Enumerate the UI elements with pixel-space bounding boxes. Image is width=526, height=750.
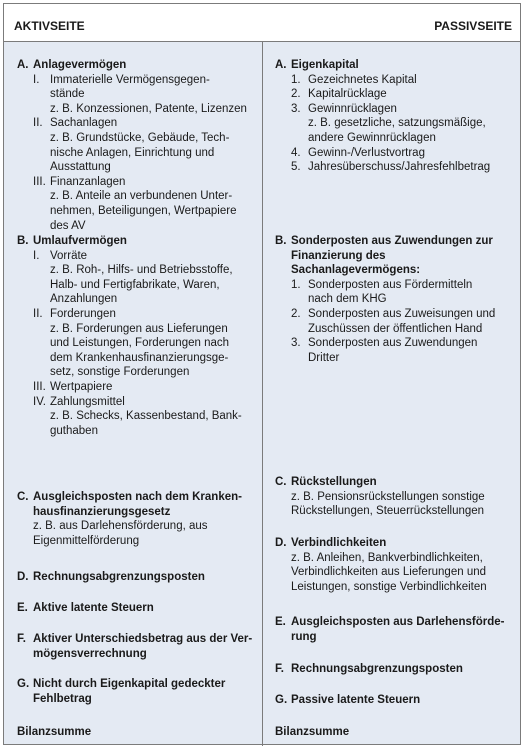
section-title: Sonderposten aus Zuwendungen zur Finanzierung des Sachanlagevermögens: bbox=[291, 235, 493, 277]
section-title: Anlagevermögen bbox=[33, 59, 127, 71]
aktiv-section-c bbox=[17, 490, 259, 548]
section-letter: D. bbox=[17, 571, 29, 583]
section-letter: G. bbox=[275, 694, 288, 706]
section-letter: B. bbox=[17, 235, 29, 247]
aktiv-section-b bbox=[17, 234, 259, 438]
aktiv-section-a bbox=[17, 58, 259, 233]
item-number: I. bbox=[33, 249, 40, 262]
item-number: 4. bbox=[291, 146, 301, 159]
item-number: 2. bbox=[291, 307, 301, 320]
section-example: z. B. Pensionsrückstellungen sonstige Rückstellungen, Steuerrückstellungen bbox=[291, 490, 485, 518]
section-title: Nicht durch Eigenkapital gedeckter Fehlbetrag bbox=[33, 678, 226, 705]
item-text: Jahresüberschuss/Jahresfehlbetrag bbox=[308, 161, 491, 174]
item-example: z. B. Schecks, Kassenbestand, Bank- guthaben bbox=[50, 410, 242, 437]
header-passivseite: PASSIVSEITE bbox=[434, 19, 512, 33]
item-text: Gewinnrücklagen z. B. gesetzliche, satzungsmäßige, andere Gewinnrücklagen bbox=[308, 102, 486, 144]
aktiv-section-g bbox=[17, 677, 259, 706]
header-aktivseite: AKTIVSEITE bbox=[14, 19, 85, 33]
item-text: Immaterielle Vermögensgegen- stände bbox=[50, 73, 210, 101]
item-number: 5. bbox=[291, 161, 301, 174]
section-letter: E. bbox=[275, 616, 286, 628]
section-example: z. B. Anleihen, Bankverbindlichkeiten, Verbindlichkeiten aus Lieferungen und Leistungen, sonstige Verbindlichkeiten bbox=[291, 551, 487, 593]
passiv-section-f bbox=[275, 662, 519, 677]
section-letter: B. bbox=[275, 235, 287, 247]
section-title: Aktiver Unterschiedsbetrag aus der Ver- mögensverrechnung bbox=[33, 633, 253, 660]
item-text: Zahlungsmittel bbox=[50, 395, 125, 408]
item-text: Vorräte bbox=[50, 249, 88, 262]
aktiv-bilanzsumme bbox=[17, 725, 259, 740]
item-example: z. B. Grundstücke, Gebäude, Tech- nische Anlagen, Einrichtung und Ausstattung bbox=[50, 131, 230, 174]
section-example: z. B. aus Darlehensförderung, aus Eigenmittelförderung bbox=[33, 520, 208, 547]
item-example: z. B. Forderungen aus Lieferungen und Leistungen, Forderungen nach dem Krankenhausfinanzierungsge- setz, sonstige Forderungen bbox=[50, 322, 230, 379]
section-letter: G. bbox=[17, 678, 30, 690]
passiv-bilanzsumme bbox=[275, 725, 519, 740]
item-text: Finanzanlagen bbox=[50, 175, 126, 188]
section-title: Rechnungsabgrenzungsposten bbox=[291, 663, 463, 675]
section-letter: C. bbox=[275, 476, 287, 488]
section-letter: F. bbox=[275, 663, 284, 675]
item-number: III. bbox=[33, 175, 46, 188]
item-number: II. bbox=[33, 117, 43, 130]
section-letter: A. bbox=[275, 59, 287, 71]
item-number: 1. bbox=[291, 278, 301, 291]
section-letter: A. bbox=[17, 59, 29, 71]
section-title: Passive latente Steuern bbox=[291, 694, 421, 706]
section-title: Rechnungsabgrenzungsposten bbox=[33, 571, 205, 583]
item-text: Sonderposten aus Zuwendungen Dritter bbox=[308, 337, 478, 364]
item-number: 3. bbox=[291, 102, 301, 115]
bilanzsumme-label: Bilanzsumme bbox=[275, 726, 350, 738]
item-text: Sonderposten aus Fördermitteln nach dem KHG bbox=[308, 278, 473, 306]
item-text: Kapitalrücklage bbox=[308, 88, 387, 101]
passiv-section-e bbox=[275, 615, 519, 644]
item-text: Sachanlagen bbox=[50, 117, 118, 130]
item-number: I. bbox=[33, 73, 40, 86]
aktiv-section-d bbox=[17, 570, 259, 585]
item-text: Gewinn-/Verlustvortrag bbox=[308, 146, 425, 159]
section-letter: C. bbox=[17, 491, 29, 503]
section-letter: E. bbox=[17, 602, 28, 614]
section-title: Ausgleichsposten nach dem Kranken- hausfinanzierungsgesetz bbox=[33, 491, 242, 518]
item-text: Gezeichnetes Kapital bbox=[308, 73, 417, 86]
item-example: z. B. Roh-, Hilfs- und Betriebsstoffe, Halb- und Fertigfabrikate, Waren, Anzahlungen bbox=[50, 264, 233, 306]
aktiv-section-f bbox=[17, 632, 259, 661]
item-text: Forderungen bbox=[50, 307, 116, 320]
section-title: Verbindlichkeiten bbox=[291, 537, 387, 549]
passiv-section-d bbox=[275, 536, 519, 594]
section-title: Ausgleichsposten aus Darlehensförde- rung bbox=[291, 616, 505, 643]
item-number: 1. bbox=[291, 73, 301, 86]
item-example: z. B. Konzessionen, Patente, Lizenzen bbox=[50, 102, 247, 115]
passiv-section-b bbox=[275, 234, 519, 365]
aktiv-section-e bbox=[17, 601, 259, 616]
item-number: II. bbox=[33, 307, 43, 320]
passiv-section-c bbox=[275, 475, 519, 519]
table-header bbox=[4, 4, 520, 42]
bilanzsumme-label: Bilanzsumme bbox=[17, 726, 92, 738]
item-number: IV. bbox=[33, 395, 47, 408]
item-text: Wertpapiere bbox=[50, 380, 113, 393]
item-number: 3. bbox=[291, 337, 301, 350]
section-title: Aktive latente Steuern bbox=[33, 602, 154, 614]
item-example: z. B. Anteile an verbundenen Unter- nehmen, Beteiligungen, Wertpapiere des AV bbox=[50, 190, 237, 232]
item-text: Sonderposten aus Zuweisungen und Zuschüssen der öffentlichen Hand bbox=[308, 307, 496, 335]
passiv-section-g bbox=[275, 693, 519, 708]
section-title: Rückstellungen bbox=[291, 476, 377, 488]
column-divider bbox=[262, 41, 263, 746]
section-title: Umlaufvermögen bbox=[33, 235, 127, 247]
section-letter: D. bbox=[275, 537, 287, 549]
item-number: 2. bbox=[291, 88, 301, 101]
passiv-section-a bbox=[275, 58, 519, 175]
section-letter: F. bbox=[17, 633, 26, 645]
item-number: III. bbox=[33, 380, 46, 393]
section-title: Eigenkapital bbox=[291, 59, 359, 71]
balance-sheet-table bbox=[3, 3, 521, 745]
